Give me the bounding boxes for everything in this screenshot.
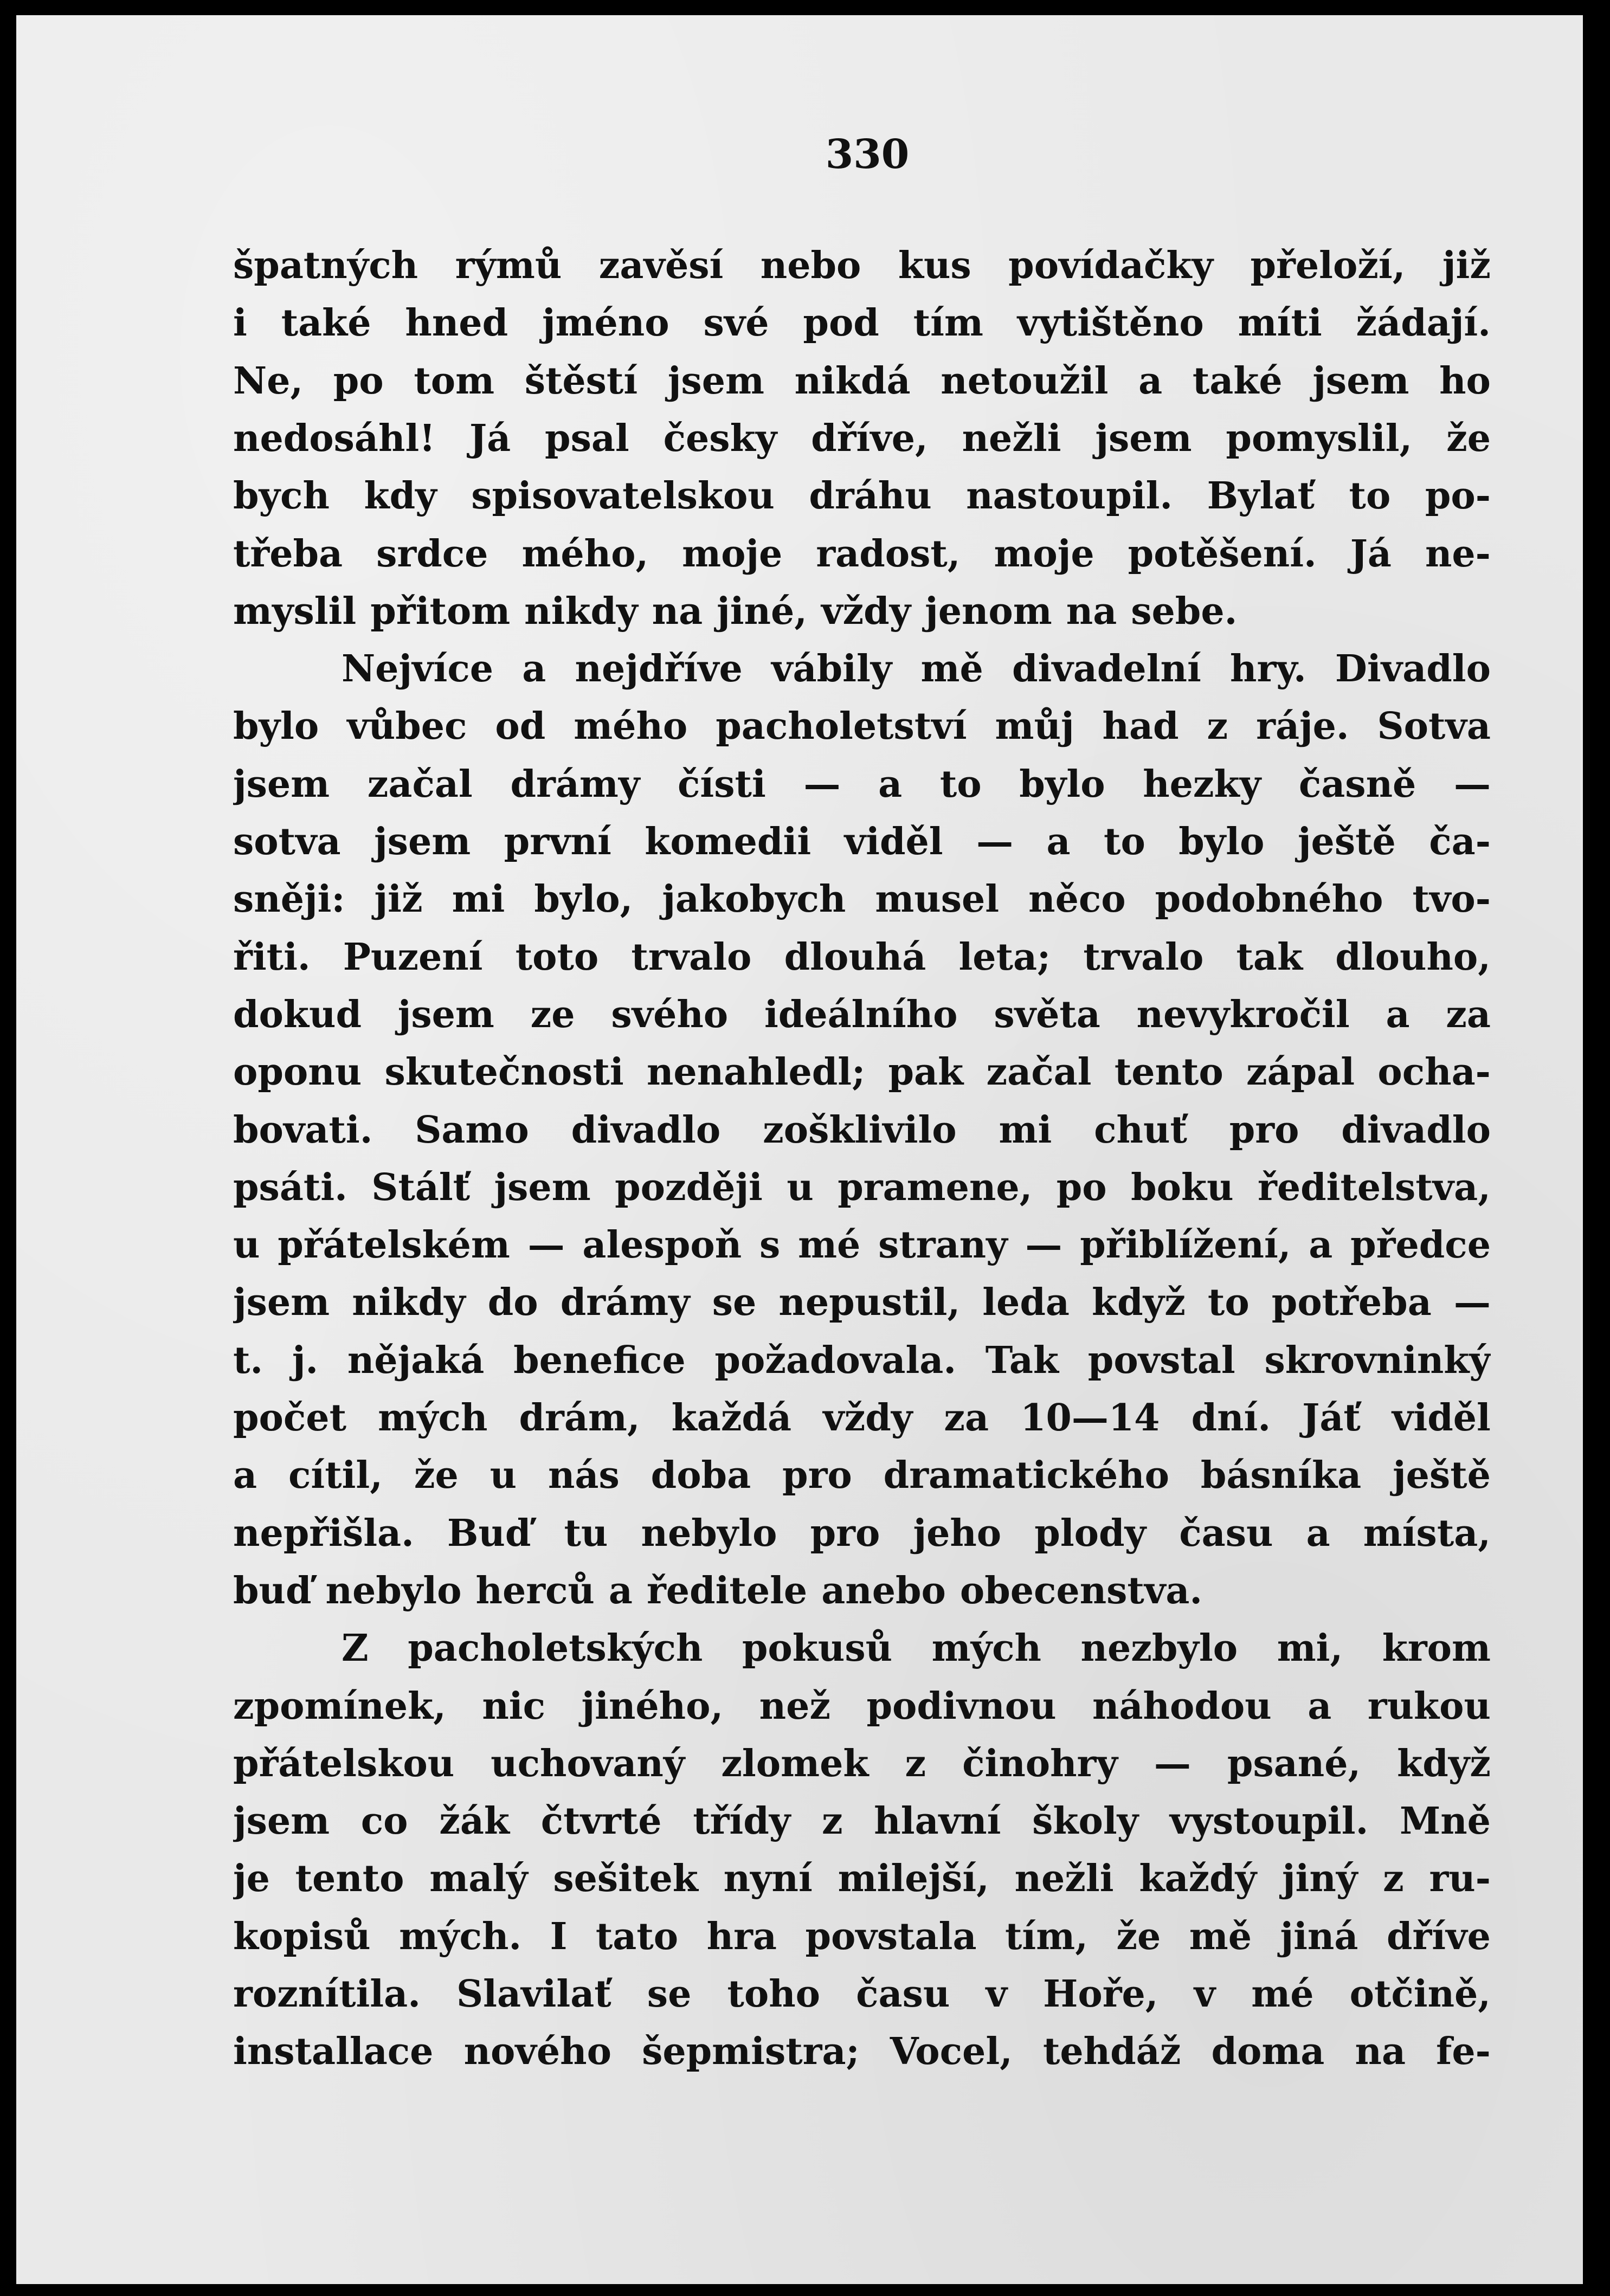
text-line: třeba srdce mého, moje radost, moje potěšení. Já ne-: [233, 532, 1491, 576]
text-line: Z pacholetských pokusů mých nezbylo mi, krom: [342, 1627, 1491, 1670]
text-line: přátelskou uchovaný zlomek z činohry — psané, když: [233, 1742, 1491, 1785]
text-line: řiti. Puzení toto trvalo dlouhá leta; trvalo tak dlouho,: [233, 936, 1491, 979]
text-line: u přátelském — alespoň s mé strany — přiblížení, a předce: [233, 1223, 1491, 1267]
text-line: bylo vůbec od mého pacholetství můj had z ráje. Sotva: [233, 705, 1491, 748]
text-line: sněji: již mi bylo, jakobych musel něco podobného tvo-: [233, 878, 1491, 921]
text-line: Ne, po tom štěstí jsem nikdá netoužil a také jsem ho: [233, 359, 1491, 403]
text-line: roznítila. Slavilať se toho času v Hoře, v mé otčině,: [233, 1972, 1491, 2016]
text-line: psáti. Stálť jsem později u pramene, po boku ředitelstva,: [233, 1166, 1491, 1209]
text-line: jsem co žák čtvrté třídy z hlavní školy vystoupil. Mně: [233, 1800, 1491, 1843]
text-line: bych kdy spisovatelskou dráhu nastoupil. Bylať to po-: [233, 474, 1491, 518]
text-line: bovati. Samo divadlo zošklivilo mi chuť pro divadlo: [233, 1108, 1491, 1152]
text-line: Nejvíce a nejdříve vábily mě divadelní hry. Divadlo: [342, 647, 1491, 691]
text-line: počet mých drám, každá vždy za 10—14 dní. Jáť viděl: [233, 1396, 1491, 1440]
text-line: nepřišla. Buď tu nebylo pro jeho plody času a místa,: [233, 1512, 1491, 1555]
text-line: oponu skutečnosti nenahledl; pak začal tento zápal ocha-: [233, 1050, 1491, 1094]
page-number: 330: [825, 131, 910, 178]
text-line: i také hned jméno své pod tím vytištěno míti žádají.: [233, 301, 1491, 345]
scan-edge: [1583, 0, 1610, 2296]
text-line: installace nového šepmistra; Vocel, tehdáž doma na fe-: [233, 2030, 1491, 2073]
text-line: sotva jsem první komedii viděl — a to bylo ještě ča-: [233, 820, 1491, 863]
text-line: buď nebylo herců a ředitele anebo obecenstva.: [233, 1569, 1203, 1613]
text-line: a cítil, že u nás doba pro dramatického básníka ještě: [233, 1454, 1491, 1497]
text-line: t. j. nějaká benefice požadovala. Tak povstal skrovninký: [233, 1339, 1491, 1382]
text-line: dokud jsem ze svého ideálního světa nevykročil a za: [233, 993, 1491, 1036]
text-line: je tento malý sešitek nyní milejší, nežli každý jiný z ru-: [233, 1857, 1491, 1900]
text-line: myslil přitom nikdy na jiné, vždy jenom na sebe.: [233, 590, 1238, 633]
text-line: špatných rýmů zavěsí nebo kus povídačky přeloží, již: [233, 244, 1491, 287]
text-line: jsem nikdy do drámy se nepustil, leda když to potřeba —: [233, 1281, 1491, 1324]
text-line: jsem začal drámy čísti — a to bylo hezky časně —: [233, 763, 1491, 806]
text-line: kopisů mých. I tato hra povstala tím, že mě jiná dříve: [233, 1915, 1491, 1958]
text-line: nedosáhl! Já psal česky dříve, nežli jsem pomyslil, že: [233, 417, 1491, 460]
text-line: zpomínek, nic jiného, než podivnou náhodou a rukou: [233, 1685, 1491, 1728]
